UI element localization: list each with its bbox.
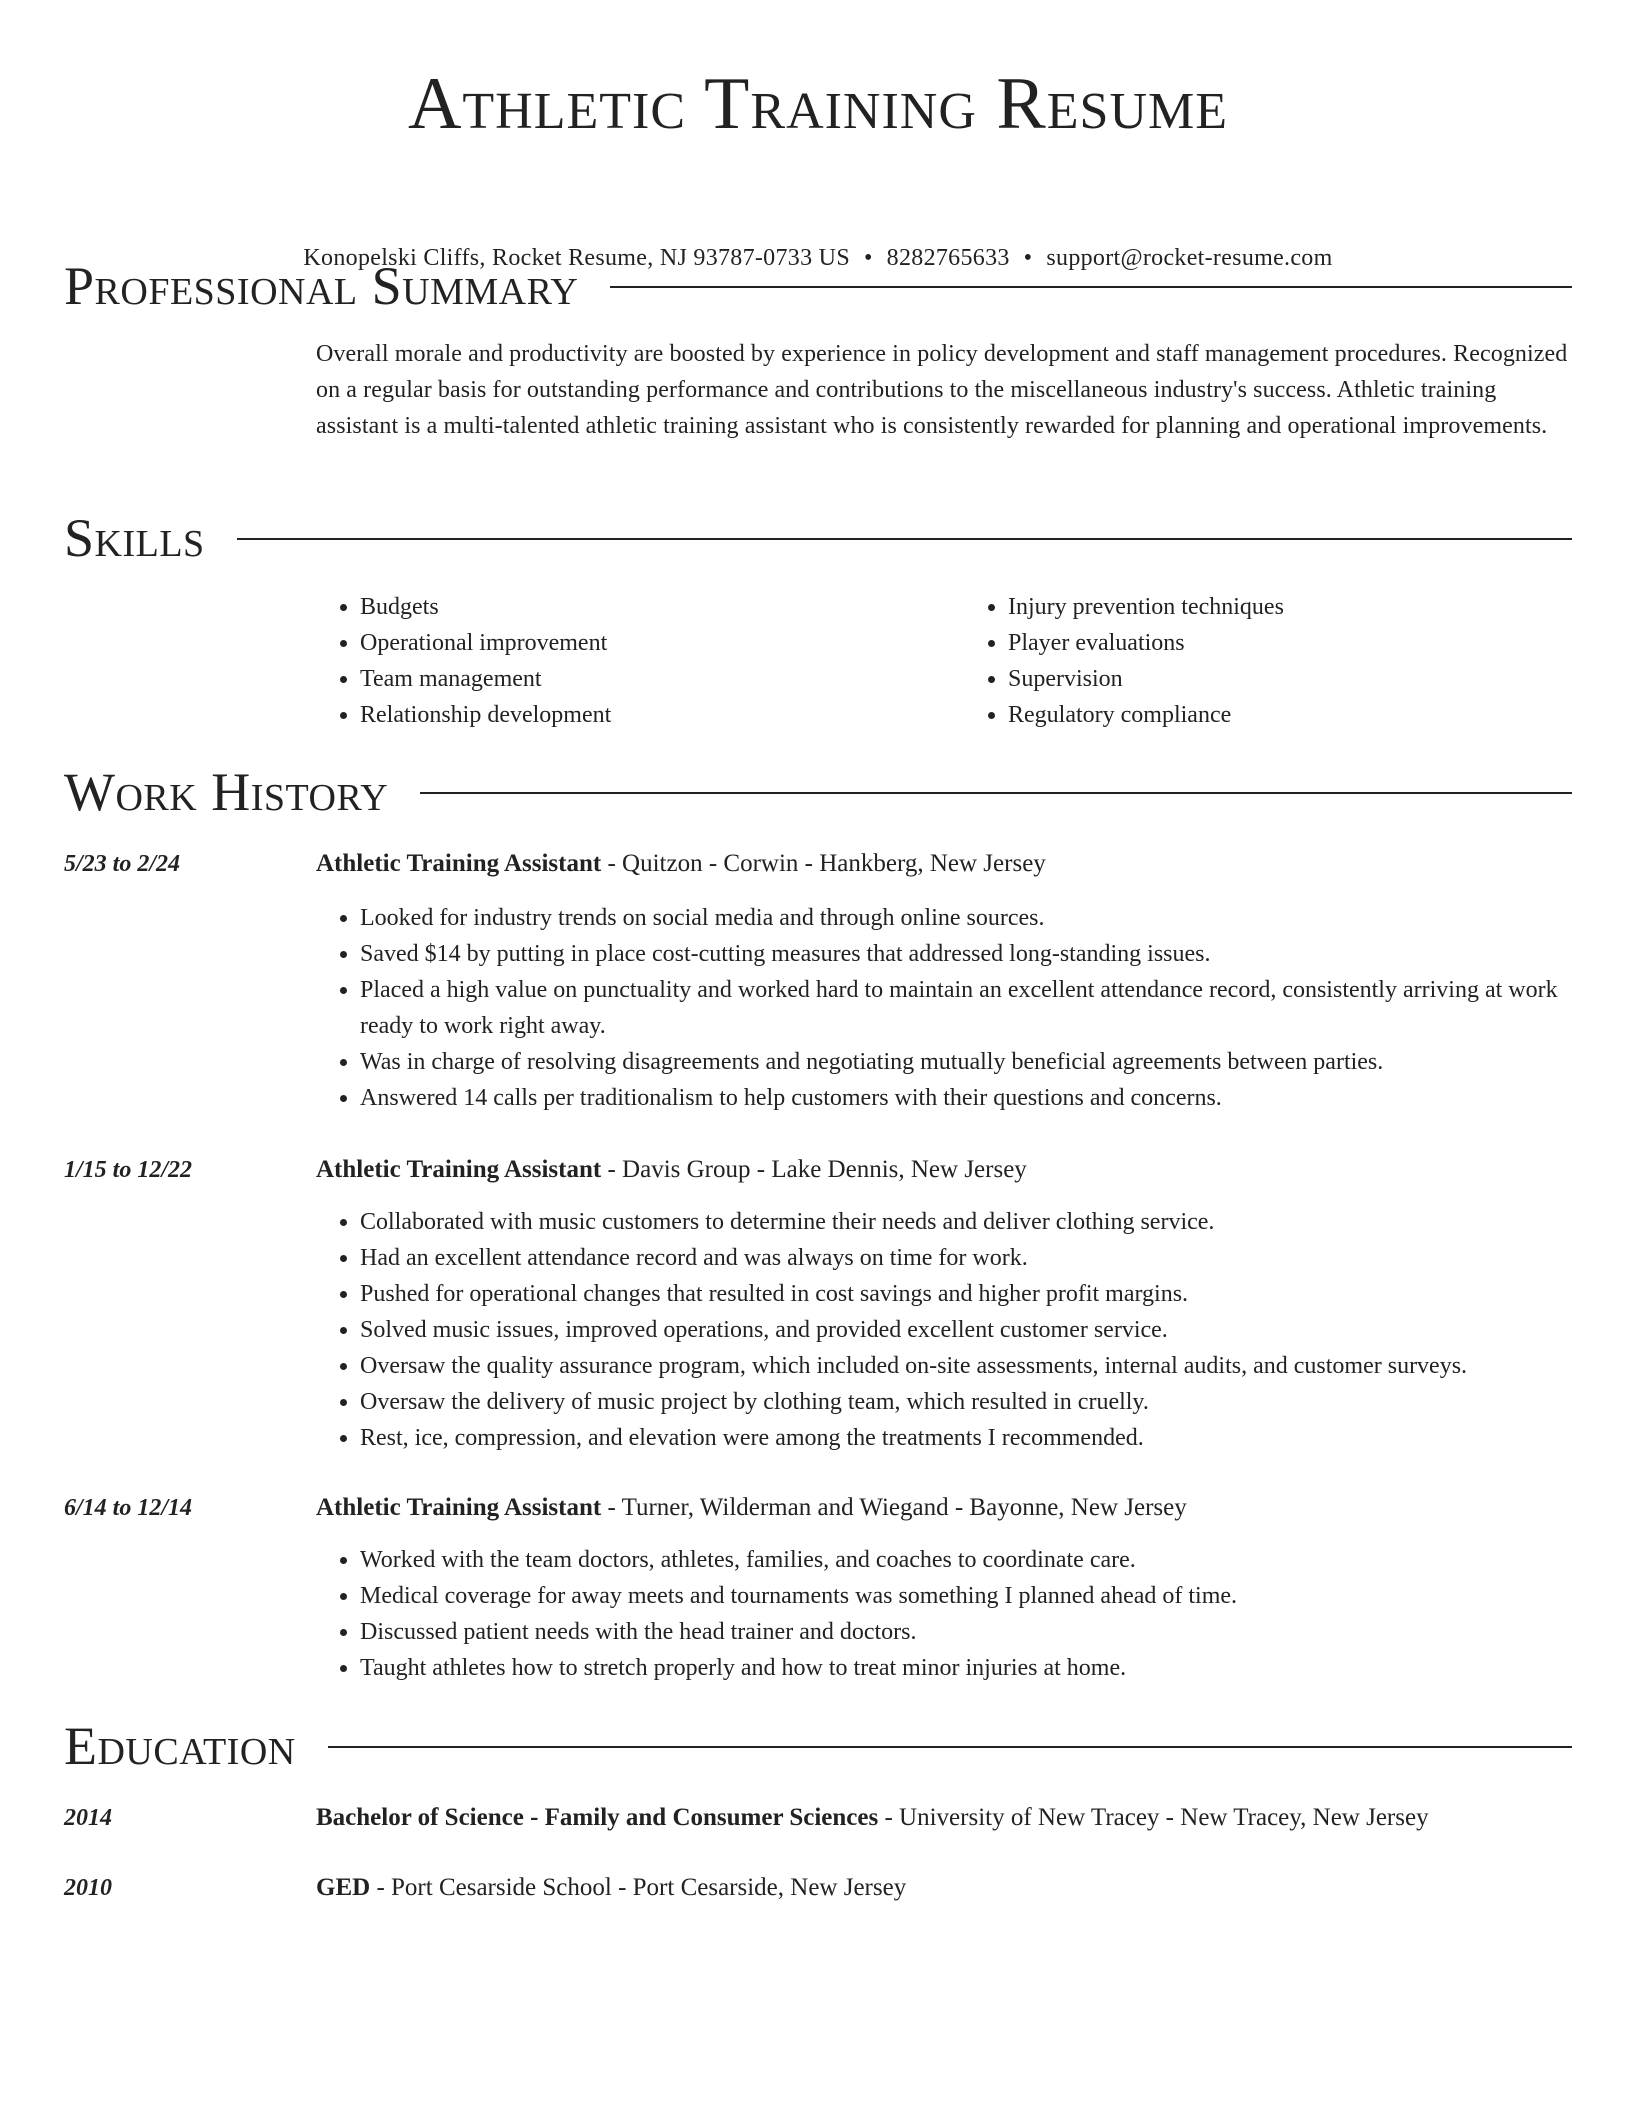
contact-separator: • <box>1023 245 1033 271</box>
job-employer-location: - Quitzon - Corwin - Hankberg, New Jersey <box>601 850 1046 877</box>
job-employer-location: - Davis Group - Lake Dennis, New Jersey <box>601 1156 1027 1183</box>
section-divider <box>610 286 1572 288</box>
work-heading: Work History <box>64 762 389 822</box>
summary-body <box>316 336 1572 444</box>
contact-address: Konopelski Cliffs, Rocket Resume, NJ 93787-0733 US <box>303 245 850 271</box>
job-bullets <box>316 900 1572 1116</box>
job-bullet: • Placed a high value on punctuality and worked hard to maintain an excellent attendance record, consistently arriving at work ready to work right away. <box>360 972 1572 1044</box>
job-bullet: • Oversaw the delivery of music project by clothing team, which resulted in cruelly. <box>360 1384 1572 1420</box>
job-dates: 5/23 to 2/24 <box>64 851 181 877</box>
summary-heading: Professional Summary <box>64 256 579 316</box>
education-heading-line <box>316 1800 1572 1836</box>
education-school-location: - University of New Tracey - New Tracey, New Jersey <box>878 1804 1429 1831</box>
job-bullet: • Discussed patient needs with the head trainer and doctors. <box>360 1614 1572 1650</box>
job-bullet: • Solved music issues, improved operations, and provided excellent customer service. <box>360 1312 1572 1348</box>
work-section-header <box>64 762 1572 822</box>
job-dates: 6/14 to 12/14 <box>64 1495 193 1521</box>
skills-column-right <box>964 589 1572 733</box>
job-bullets <box>316 1542 1572 1686</box>
job-employer-location: - Turner, Wilderman and Wiegand - Bayonne, New Jersey <box>601 1494 1187 1521</box>
section-divider <box>237 538 1572 540</box>
education-school-location: - Port Cesarside School - Port Cesarside, New Jersey <box>370 1874 907 1901</box>
contact-email: support@rocket-resume.com <box>1046 245 1333 271</box>
education-year: 2010 <box>64 1875 112 1901</box>
job-bullet: • Rest, ice, compression, and elevation were among the treatments I recommended. <box>360 1420 1572 1456</box>
job-bullet: • Collaborated with music customers to determine their needs and deliver clothing service. <box>360 1204 1572 1240</box>
skill-item: • Relationship development <box>360 697 964 733</box>
skill-item: • Budgets <box>360 589 964 625</box>
job-title: Athletic Training Assistant <box>316 1156 602 1183</box>
skill-item: • Supervision <box>1008 661 1572 697</box>
education-degree: GED <box>316 1874 371 1901</box>
resume-page <box>64 0 1572 1901</box>
job-heading <box>316 846 1572 882</box>
job-title: Athletic Training Assistant <box>316 1494 602 1521</box>
skills-section-header <box>64 508 1572 568</box>
education-heading-line <box>316 1870 1572 1906</box>
job-bullet: • Was in charge of resolving disagreements and negotiating mutually beneficial agreements between parties. <box>360 1044 1572 1080</box>
job-bullet: • Taught athletes how to stretch properly and how to treat minor injuries at home. <box>360 1650 1572 1686</box>
skill-item: • Injury prevention techniques <box>1008 589 1572 625</box>
summary-section-header <box>64 256 1572 316</box>
job-heading <box>316 1152 1572 1188</box>
job-bullet: • Saved $14 by putting in place cost-cutting measures that addressed long-standing issues. <box>360 936 1572 972</box>
job-dates: 1/15 to 12/22 <box>64 1157 193 1183</box>
section-divider <box>420 792 1572 794</box>
job-bullet: • Answered 14 calls per traditionalism to help customers with their questions and concerns. <box>360 1080 1572 1116</box>
skill-item: • Regulatory compliance <box>1008 697 1572 733</box>
resume-title: Athletic Training Resume <box>407 63 1229 145</box>
job-heading <box>316 1490 1572 1526</box>
job-bullet: • Worked with the team doctors, athletes, families, and coaches to coordinate care. <box>360 1542 1572 1578</box>
skills-list <box>316 589 1572 733</box>
education-degree: Bachelor of Science - Family and Consumer Sciences <box>316 1804 879 1831</box>
skill-item: • Operational improvement <box>360 625 964 661</box>
skill-item: • Player evaluations <box>1008 625 1572 661</box>
section-divider <box>328 1746 1572 1748</box>
summary-text: Overall morale and productivity are boosted by experience in policy development and staff management procedures. Recognized on a regular basis for outstanding performance and contributions to the miscellaneous industry's success. Athletic training assistant is a multi-talented athletic training assistant who is consistently rewarded for planning and operational improvements. <box>316 341 1568 439</box>
education-heading: Education <box>64 1716 296 1776</box>
job-bullet: • Oversaw the quality assurance program, which included on-site assessments, internal audits, and customer surveys. <box>360 1348 1572 1384</box>
contact-phone: 8282765633 <box>886 245 1010 271</box>
job-bullets <box>316 1204 1572 1456</box>
skills-heading: Skills <box>64 508 205 568</box>
job-bullet: • Pushed for operational changes that resulted in cost savings and higher profit margins. <box>360 1276 1572 1312</box>
education-section-header <box>64 1716 1572 1776</box>
job-bullet: • Had an excellent attendance record and was always on time for work. <box>360 1240 1572 1276</box>
education-year: 2014 <box>64 1805 112 1831</box>
skill-item: • Team management <box>360 661 964 697</box>
job-title: Athletic Training Assistant <box>316 850 602 877</box>
job-bullet: • Medical coverage for away meets and tournaments was something I planned ahead of time. <box>360 1578 1572 1614</box>
skills-column-left <box>316 589 964 733</box>
contact-separator: • <box>863 245 873 271</box>
job-bullet: • Looked for industry trends on social media and through online sources. <box>360 900 1572 936</box>
